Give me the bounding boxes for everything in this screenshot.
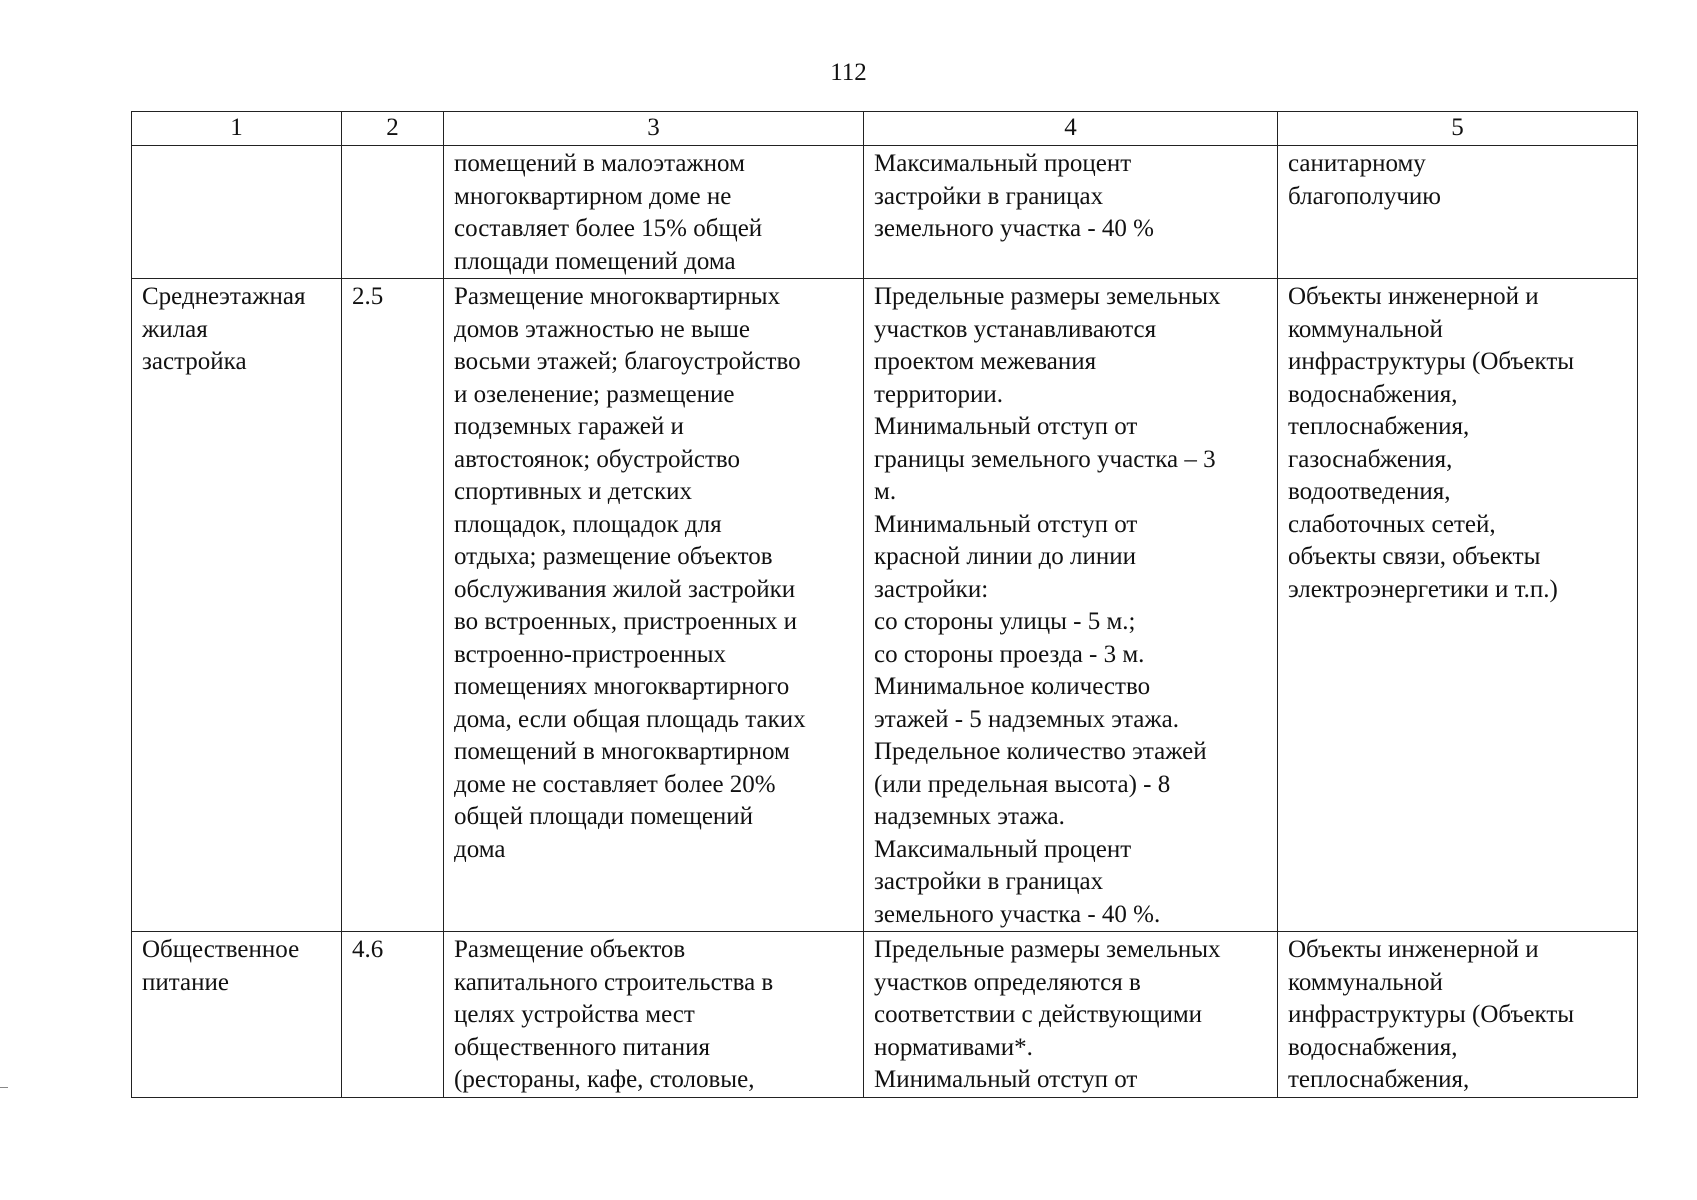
cell-text-line: встроенно-пристроенных: [454, 640, 727, 668]
cell-text-line: составляет более 15% общей: [454, 215, 763, 242]
cell-text-line: капитального строительства в: [454, 968, 774, 996]
table-row: [132, 279, 1638, 932]
cell-text-line: спортивных и детских: [454, 478, 692, 505]
header-cell-2: 2: [342, 112, 444, 146]
cell-text-line: площади помещений дома: [454, 247, 736, 275]
cell-text-line: Максимальный процент: [874, 835, 1132, 863]
cell-text-line: инфраструктуры (Объекты: [1288, 348, 1575, 375]
parameters-cell: [864, 932, 1278, 1098]
cell-text-line: газоснабжения,: [1288, 445, 1453, 473]
cell-text-line: доме не составляет более 20%: [454, 770, 776, 798]
cell-text-line: Минимальный отступ от: [874, 413, 1138, 440]
cell-text-line: водоснабжения,: [1288, 1033, 1458, 1061]
cell-text-line: отдыха; размещение объектов: [454, 543, 773, 570]
code-cell: [342, 146, 444, 279]
parameters-cell: [864, 279, 1278, 932]
cell-text-line: инфраструктуры (Объекты: [1288, 1001, 1575, 1028]
cell-text-line: застройка: [142, 348, 247, 375]
cell-text-line: соответствии с действующими: [874, 1001, 1203, 1028]
header-cell-3: 3: [444, 112, 864, 146]
cell-text-line: помещений в многоквартирном: [454, 738, 790, 765]
cell-text-line: Минимальное количество: [874, 673, 1151, 700]
cell-text-line: общественного питания: [454, 1033, 710, 1061]
cell-text-line: границы земельного участка – 3: [874, 445, 1216, 473]
cell-text-line: многоквартирном доме не: [454, 182, 732, 210]
description-cell: [444, 146, 864, 279]
table-header-row: [132, 112, 1638, 146]
cell-text-line: Максимальный процент: [874, 150, 1132, 177]
description-cell: [444, 932, 864, 1098]
cell-text-line: питание: [142, 968, 229, 996]
parameters-cell: [864, 146, 1278, 279]
restrictions-cell: [1278, 932, 1638, 1098]
cell-text-line: (или предельная высота) - 8: [874, 770, 1171, 798]
cell-text-line: со стороны проезда - 3 м.: [874, 640, 1145, 668]
cell-text-line: надземных этажа.: [874, 803, 1065, 830]
cell-text-line: проектом межевания: [874, 348, 1097, 375]
cell-text-line: общей площади помещений: [454, 803, 754, 830]
margin-mark: [0, 1087, 8, 1088]
cell-text-line: Минимальный отступ от: [874, 1066, 1138, 1093]
cell-text-line: коммунальной: [1288, 315, 1443, 343]
cell-text-line: Объекты инженерной и: [1288, 936, 1539, 963]
cell-text-line: водоснабжения,: [1288, 380, 1458, 408]
cell-text-line: Размещение многоквартирных: [454, 283, 781, 310]
cell-text-line: теплоснабжения,: [1288, 1066, 1470, 1093]
cell-text-line: объекты связи, объекты: [1288, 543, 1541, 570]
cell-text-line: Предельные размеры земельных: [874, 283, 1221, 310]
code-cell: 4.6: [342, 932, 444, 1098]
cell-text-line: Предельное количество этажей: [874, 738, 1207, 765]
cell-text-line: жилая: [142, 315, 208, 343]
cell-text-line: этажей - 5 надземных этажа.: [874, 705, 1179, 733]
cell-text-line: земельного участка - 40 %.: [874, 900, 1161, 928]
cell-text-line: Минимальный отступ от: [874, 510, 1138, 538]
cell-text-line: помещений в малоэтажном: [454, 150, 745, 177]
cell-text-line: восьми этажей; благоустройство: [454, 348, 801, 375]
cell-text-line: Предельные размеры земельных: [874, 936, 1221, 963]
restrictions-cell: [1278, 279, 1638, 932]
cell-text-line: застройки:: [874, 575, 989, 603]
cell-text-line: Размещение объектов: [454, 936, 686, 963]
use-type-cell: [132, 146, 342, 279]
cell-text-line: автостоянок; обустройство: [454, 445, 741, 473]
cell-text-line: теплоснабжения,: [1288, 413, 1470, 440]
cell-text-line: дома, если общая площадь таких: [454, 705, 806, 733]
cell-text-line: застройки в границах: [874, 182, 1104, 210]
cell-text-line: помещениях многоквартирного: [454, 673, 790, 700]
code-cell: 2.5: [342, 279, 444, 932]
table-row: [132, 932, 1638, 1098]
cell-text-line: со стороны улицы - 5 м.;: [874, 608, 1136, 635]
description-cell: [444, 279, 864, 932]
cell-text-line: земельного участка - 40 %: [874, 215, 1154, 242]
cell-text-line: благополучию: [1288, 182, 1441, 210]
cell-text-line: территории.: [874, 380, 1004, 408]
cell-text-line: слаботочных сетей,: [1288, 510, 1496, 538]
header-cell-4: 4: [864, 112, 1278, 146]
cell-text-line: нормативами*.: [874, 1033, 1033, 1061]
cell-text-line: Общественное: [142, 936, 300, 963]
cell-text-line: красной линии до линии: [874, 543, 1137, 570]
cell-text-line: электроэнергетики и т.п.): [1288, 575, 1558, 603]
cell-text-line: площадок, площадок для: [454, 510, 722, 538]
cell-text-line: участков определяются в: [874, 968, 1141, 996]
restrictions-cell: [1278, 146, 1638, 279]
cell-text-line: Объекты инженерной и: [1288, 283, 1539, 310]
header-cell-1: 1: [132, 112, 342, 146]
use-type-cell: [132, 279, 342, 932]
cell-text-line: целях устройства мест: [454, 1001, 695, 1028]
cell-text-line: дома: [454, 835, 506, 863]
cell-text-line: участков устанавливаются: [874, 315, 1157, 343]
cell-text-line: Среднеэтажная: [142, 283, 306, 310]
cell-text-line: и озеленение; размещение: [454, 380, 735, 408]
cell-text-line: м.: [874, 478, 897, 505]
cell-text-line: коммунальной: [1288, 968, 1443, 996]
cell-text-line: санитарному: [1288, 150, 1426, 177]
cell-text-line: домов этажностью не выше: [454, 315, 750, 343]
table-row: [132, 146, 1638, 279]
regulations-table: [131, 111, 1638, 1098]
cell-text-line: водоотведения,: [1288, 478, 1451, 505]
page-number: 112: [830, 59, 867, 86]
cell-text-line: во встроенных, пристроенных и: [454, 608, 797, 635]
cell-text-line: подземных гаражей и: [454, 413, 684, 440]
cell-text-line: застройки в границах: [874, 868, 1104, 895]
cell-text-line: (рестораны, кафе, столовые,: [454, 1066, 755, 1093]
cell-text-line: обслуживания жилой застройки: [454, 575, 796, 603]
use-type-cell: [132, 932, 342, 1098]
header-cell-5: 5: [1278, 112, 1638, 146]
